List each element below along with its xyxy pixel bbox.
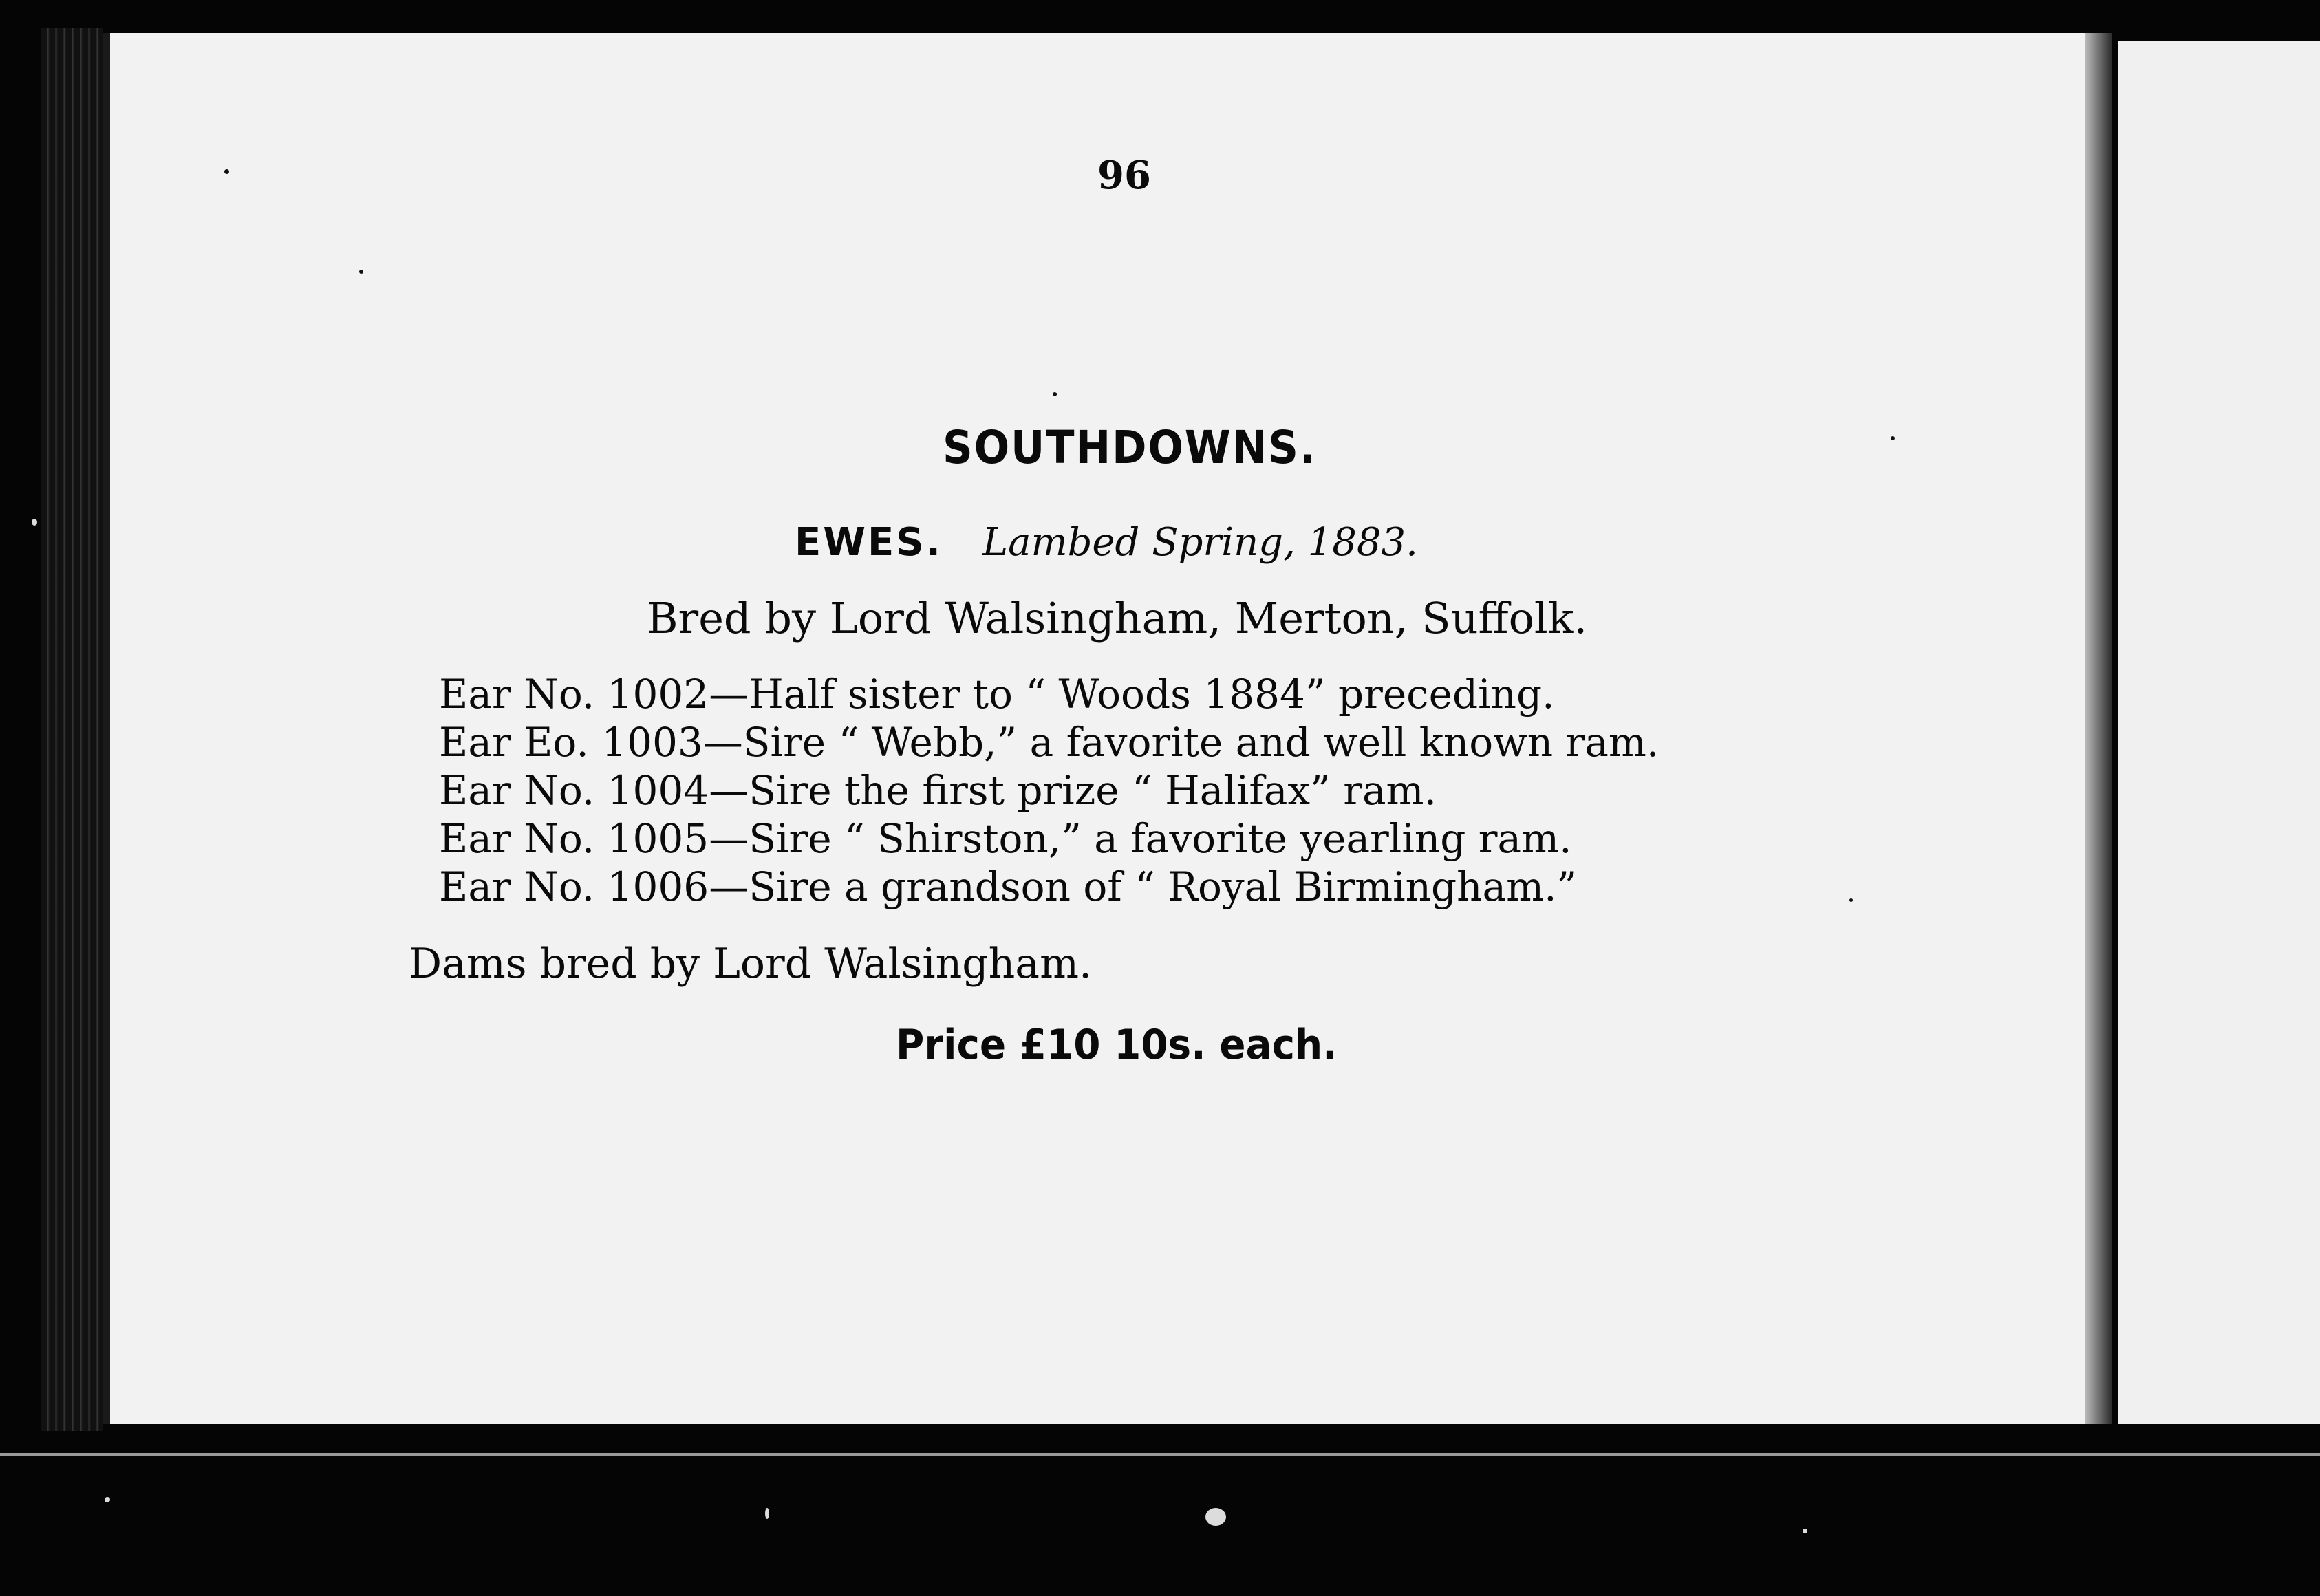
scan-bottom-rule bbox=[0, 1453, 2320, 1456]
breeder-line: Bred by Lord Walsingham, Merton, Suffolk. bbox=[647, 593, 1588, 643]
speck bbox=[1803, 1529, 1807, 1533]
speck bbox=[224, 169, 229, 174]
book-edge bbox=[41, 28, 103, 1431]
speck bbox=[105, 1497, 110, 1502]
entry-list bbox=[439, 670, 1659, 911]
speck bbox=[1891, 436, 1895, 440]
price-line: Price £10 10s. each. bbox=[896, 1021, 1338, 1069]
list-item: Ear No. 1005—Sire “ Shirston,” a favorite yearling ram. bbox=[439, 815, 1572, 862]
subheading bbox=[795, 520, 1418, 565]
speck bbox=[359, 270, 363, 274]
list-item: Ear No. 1006—Sire a grandson of “ Royal Birmingham.” bbox=[439, 863, 1578, 910]
speck bbox=[1205, 1508, 1226, 1526]
section-title: SOUTHDOWNS. bbox=[943, 421, 1317, 474]
next-page-edge bbox=[2118, 41, 2320, 1424]
page-number: 96 bbox=[1097, 153, 1151, 198]
dams-line: Dams bred by Lord Walsingham. bbox=[409, 940, 1093, 988]
speck bbox=[32, 519, 37, 526]
subheading-lambed: Lambed Spring, 1883. bbox=[982, 520, 1418, 565]
speck bbox=[765, 1508, 769, 1519]
speck bbox=[1849, 898, 1853, 902]
list-item: Ear No. 1002—Half sister to “ Woods 1884” preceding. bbox=[439, 671, 1555, 718]
page-gutter-shadow bbox=[2085, 33, 2112, 1424]
speck bbox=[1053, 392, 1057, 396]
list-item: Ear Eo. 1003—Sire “ Webb,” a favorite and well known ram. bbox=[439, 719, 1660, 766]
subheading-ewes: EWES. bbox=[795, 520, 943, 565]
list-item: Ear No. 1004—Sire the first prize “ Halifax” ram. bbox=[439, 767, 1437, 814]
